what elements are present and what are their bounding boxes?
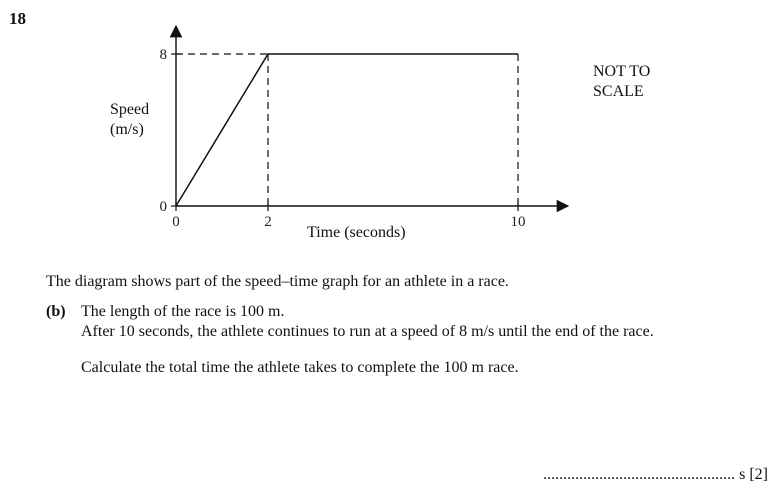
part-label: (b) [46, 303, 66, 320]
answer-marks: [2] [749, 466, 768, 483]
x-tick-label-0: 0 [172, 214, 180, 230]
speed-time-line [176, 54, 518, 206]
question-number: 18 [9, 9, 26, 28]
answer-line[interactable] [543, 466, 768, 484]
part-line1: The length of the race is 100 m. [81, 303, 285, 320]
y-tick-label-0: 0 [159, 199, 167, 215]
answer-dots[interactable]: ................................................ [543, 466, 736, 483]
x-tick-label-10: 10 [510, 214, 526, 230]
part-line2: After 10 seconds, the athlete continues to run at a speed of 8 m/s until the end of the race. [81, 323, 654, 340]
task-instruction: Calculate the total time the athlete takes to complete the 100 m race. [81, 359, 519, 376]
x-tick-label-2: 2 [264, 214, 272, 230]
x-axis-label: Time (seconds) [307, 224, 406, 241]
y-axis-label-line1: Speed [110, 101, 150, 118]
not-to-scale-note [593, 62, 650, 102]
note-line1: NOT TO [593, 63, 651, 80]
question-intro: The diagram shows part of the speed–time graph for an athlete in a race. [46, 273, 509, 290]
note-line2: SCALE [593, 83, 644, 100]
part-body [81, 302, 654, 342]
answer-unit: s [739, 466, 746, 483]
y-axis-label [110, 100, 149, 140]
y-axis-label-line2: (m/s) [110, 121, 144, 138]
y-tick-label-8: 8 [159, 47, 167, 63]
